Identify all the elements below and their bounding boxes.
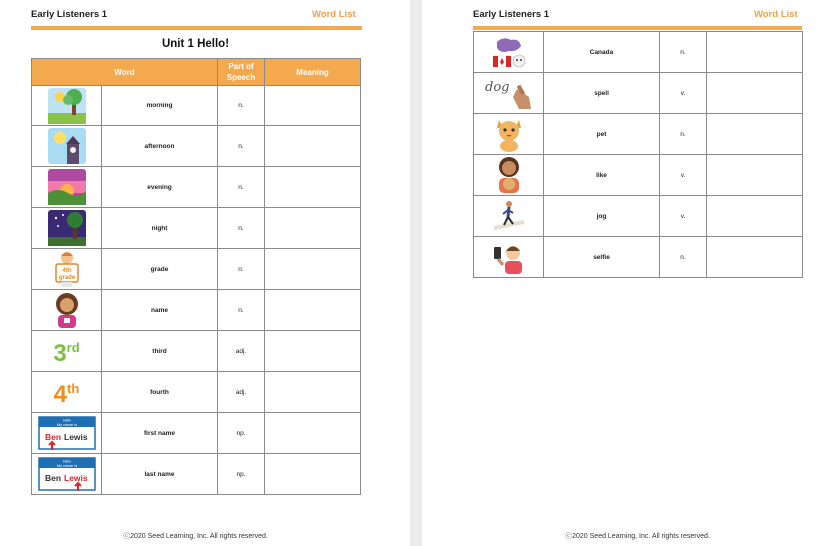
word-cell: third	[102, 331, 218, 372]
word-cell: selfie	[544, 237, 660, 278]
table-row	[32, 331, 361, 372]
pos-header-line1: Part of	[228, 62, 254, 71]
third-ordinal-icon	[32, 336, 101, 366]
word-cell: like	[544, 155, 660, 196]
evening-sunset-icon	[48, 169, 86, 205]
worksheet-page-left	[0, 0, 410, 546]
picture-cell	[32, 372, 102, 413]
picture-cell	[32, 249, 102, 290]
copyright-footer: ⓒ2020 Seed Learning, Inc. All rights reserved.	[123, 533, 268, 540]
column-header-part-of-speech	[218, 59, 265, 86]
meaning-cell[interactable]	[707, 237, 803, 278]
table-row	[474, 237, 803, 278]
meaning-cell[interactable]	[265, 126, 361, 167]
name-tag-first-icon	[38, 415, 96, 451]
cat-icon	[493, 116, 525, 152]
meaning-cell[interactable]	[265, 331, 361, 372]
worksheet-page-right	[422, 0, 835, 546]
night-tree-icon	[48, 210, 86, 246]
picture-cell	[32, 86, 102, 126]
pos-cell: n.	[218, 290, 265, 331]
pos-cell: n.	[660, 114, 707, 155]
picture-cell	[32, 454, 102, 495]
meaning-cell[interactable]	[707, 196, 803, 237]
girl-name-tag-icon	[52, 291, 82, 329]
unit-title: Unit 1 Hello!	[161, 38, 230, 50]
pos-cell: n.	[218, 167, 265, 208]
word-cell: afternoon	[102, 126, 218, 167]
meaning-cell[interactable]	[707, 73, 803, 114]
copyright-footer: ⓒ2020 Seed Learning, Inc. All rights reserved.	[565, 533, 710, 540]
spell-written-word: dog	[484, 80, 509, 95]
table-row	[474, 196, 803, 237]
picture-cell	[474, 196, 544, 237]
picture-cell	[32, 290, 102, 331]
word-cell: spell	[544, 73, 660, 114]
meaning-cell[interactable]	[265, 372, 361, 413]
picture-cell	[32, 208, 102, 249]
meaning-cell[interactable]	[265, 290, 361, 331]
word-cell: morning	[102, 86, 218, 126]
column-header-word: Word	[32, 59, 218, 86]
meaning-cell[interactable]	[707, 114, 803, 155]
canada-map-flag-icon	[489, 34, 529, 70]
table-row	[32, 249, 361, 290]
header-title: Early Listeners 1	[31, 9, 108, 20]
ordinal-number: 3	[53, 340, 67, 367]
tag-hello-text: Hello	[62, 459, 71, 464]
fourth-ordinal-icon	[32, 377, 101, 407]
table-row	[32, 413, 361, 454]
tag-myname-text: My name is	[56, 463, 77, 468]
tag-first-name: Ben	[44, 473, 61, 483]
grade-sign-word: grade	[58, 275, 75, 281]
column-header-meaning: Meaning	[265, 59, 361, 86]
picture-cell	[32, 331, 102, 372]
pos-header-line2: Speech	[226, 73, 256, 82]
jogging-person-icon	[492, 198, 526, 234]
header-word-list: Word List	[754, 9, 798, 20]
pos-cell: adj.	[218, 331, 265, 372]
picture-cell	[474, 73, 544, 114]
morning-scene-icon	[48, 88, 86, 124]
meaning-cell[interactable]	[707, 155, 803, 196]
table-row	[32, 372, 361, 413]
meaning-cell[interactable]	[265, 249, 361, 290]
pos-cell: n.	[218, 208, 265, 249]
pos-cell: v.	[660, 196, 707, 237]
word-cell: grade	[102, 249, 218, 290]
header-word-list: Word List	[312, 9, 356, 20]
tag-myname-text: My name is	[56, 422, 77, 427]
fourth-grade-sign-icon	[52, 250, 82, 288]
header-divider	[473, 26, 802, 30]
header-title: Early Listeners 1	[473, 9, 550, 20]
table-row	[32, 167, 361, 208]
word-cell: pet	[544, 114, 660, 155]
table-row	[32, 290, 361, 331]
meaning-cell[interactable]	[265, 413, 361, 454]
ordinal-suffix: rd	[66, 340, 80, 355]
pos-cell: n.	[218, 86, 265, 126]
pos-cell: v.	[660, 73, 707, 114]
table-header-row	[32, 59, 361, 86]
word-cell: jog	[544, 196, 660, 237]
name-tag-last-icon	[38, 456, 96, 492]
picture-cell	[32, 413, 102, 454]
word-cell: evening	[102, 167, 218, 208]
girl-hugging-pet-icon	[493, 156, 525, 194]
picture-cell	[32, 167, 102, 208]
word-cell: night	[102, 208, 218, 249]
tag-hello-text: Hello	[62, 418, 71, 423]
header-divider	[31, 26, 362, 30]
word-cell: last name	[102, 454, 218, 495]
word-cell: fourth	[102, 372, 218, 413]
table-row	[32, 454, 361, 495]
table-row	[474, 114, 803, 155]
tag-first-name: Ben	[44, 432, 61, 442]
pos-cell: n.	[660, 32, 707, 73]
table-row	[32, 208, 361, 249]
afternoon-clocktower-icon	[48, 128, 86, 164]
picture-cell	[474, 114, 544, 155]
meaning-cell[interactable]	[265, 208, 361, 249]
ordinal-suffix: th	[67, 381, 80, 396]
meaning-cell[interactable]	[265, 454, 361, 495]
table-row	[32, 86, 361, 126]
pos-cell: n.	[660, 237, 707, 278]
word-cell: first name	[102, 413, 218, 454]
pos-cell: np.	[218, 454, 265, 495]
word-table-right	[473, 31, 803, 278]
table-row	[474, 73, 803, 114]
picture-cell	[474, 237, 544, 278]
pos-cell: v.	[660, 155, 707, 196]
ordinal-number: 4	[53, 381, 68, 408]
table-row	[32, 126, 361, 167]
pos-cell: np.	[218, 413, 265, 454]
word-cell: name	[102, 290, 218, 331]
meaning-cell[interactable]	[707, 32, 803, 73]
picture-cell	[32, 126, 102, 167]
pos-cell: n.	[218, 126, 265, 167]
meaning-cell[interactable]	[265, 86, 361, 126]
word-cell: Canada	[544, 32, 660, 73]
spell-dog-hand-icon	[481, 75, 537, 111]
pos-cell: adj.	[218, 372, 265, 413]
meaning-cell[interactable]	[265, 167, 361, 208]
selfie-boy-icon	[489, 239, 529, 275]
picture-cell	[474, 32, 544, 73]
picture-cell	[474, 155, 544, 196]
tag-last-name: Lewis	[63, 473, 88, 483]
word-table-left	[31, 58, 361, 495]
table-row	[474, 32, 803, 73]
tag-last-name: Lewis	[63, 432, 88, 442]
grade-sign-ordinal: 4th	[62, 268, 71, 274]
pos-cell: n.	[218, 249, 265, 290]
table-row	[474, 155, 803, 196]
